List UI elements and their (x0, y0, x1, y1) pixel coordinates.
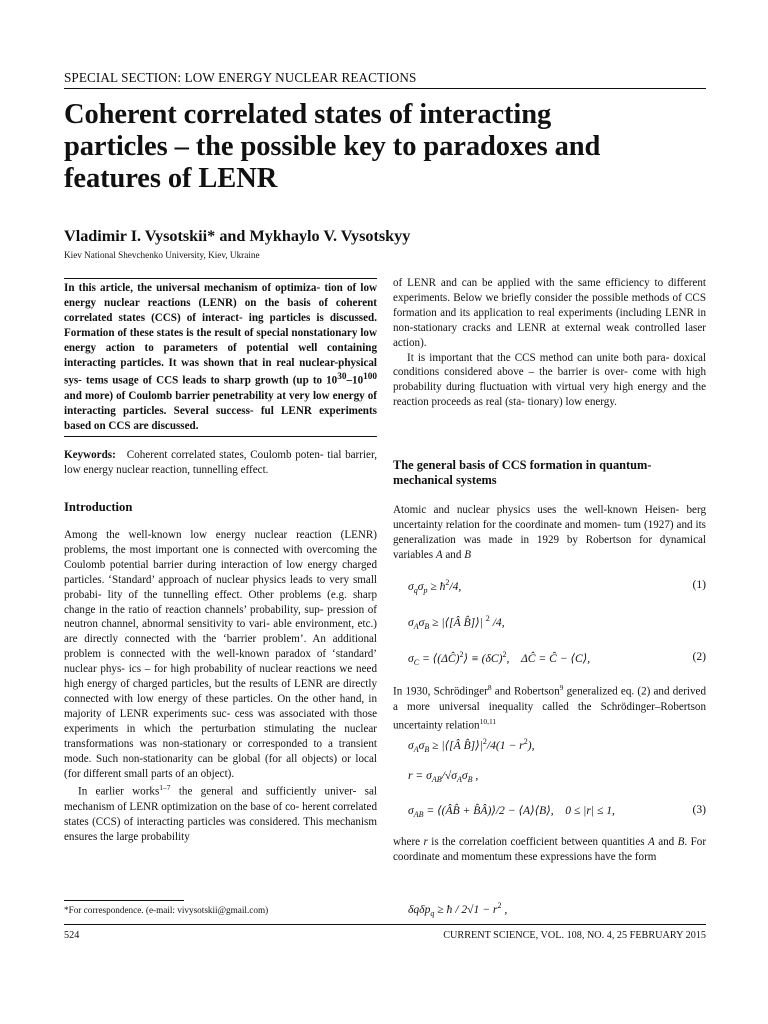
header-rule (64, 88, 706, 89)
equation-robertson: $\sigma_A\sigma_B$ ≥ |⟨[Â B̂]⟩| $^2$ /4, (408, 614, 505, 631)
schrodinger-robertson-paragraph: In 1930, Schrödinger$^8$ and Robertson$^9$ generalized eq. (2) and derived a more universal inequality called the Schrödinger–Robertson uncertainty relation$^{10,11}$ (393, 683, 707, 732)
abstract-top-rule (64, 278, 377, 279)
keywords-text: Coherent correlated states, Coulomb poten- tial barrier, low energy nuclear reaction, tunnelling effect. (64, 449, 377, 476)
equation-heisenberg: $\sigma_q\sigma_p$ ≥ $ħ^2/4$, (408, 578, 462, 595)
correlation-coefficient-paragraph: where r is the correlation coefficient between quantities A and B. For coordinate and momentum these expressions have the form (393, 836, 707, 863)
equation-correlation-coefficient: $r = \sigma_{AB}/√\sigma_A\sigma_B$ , (408, 769, 479, 784)
equation-schrodinger-robertson: $\sigma_A\sigma_B$ ≥ |⟨[Â $B̂]⟩|^2/4(1 - r^2)$, (408, 737, 535, 754)
title-line-3: features of LENR (64, 163, 278, 194)
abstract: In this article, the universal mechanism of optimiza- tion of low energy nuclear reactions (LENR) on the basis of coherent correlated states (CCS) of interact- ing particles is discussed. Formation of these states is the result of special nonstationary low energy action to parameters of potential well containing interacting particles. It was shown that in real nuclear-physical sys- tems usage of CCS leads to sharp growth (up to $10^{30}-10^{100}$ and more) of Coulomb barrier penetrability at very low energy of interacting particles. Several success- ful LENR experiments based on CCS are discussed. (64, 282, 377, 432)
keywords-label: Keywords: (64, 449, 116, 461)
ccs-section-heading: The general basis of CCS formation in quantum-mechanical systems (393, 458, 652, 487)
section-header: SPECIAL SECTION: LOW ENERGY NUCLEAR REACTIONS (64, 70, 417, 85)
introduction-heading: Introduction (64, 500, 133, 514)
author-list: Vladimir I. Vysotskii* and Mykhaylo V. Vysotskyy (64, 227, 411, 245)
page-number: 524 (64, 930, 80, 941)
footnote-rule (64, 900, 184, 901)
equation-coordinate-momentum: δqδp$_q$ ≥ ħ / $2√1 - r^2$ , (408, 901, 508, 918)
footer-rule (64, 924, 706, 925)
equation-number-3: (3) (692, 803, 706, 816)
introduction-body (64, 528, 377, 845)
equation-number-1: (1) (692, 578, 706, 591)
title-line-2: particles – the possible key to paradoxes and (64, 131, 601, 162)
title-line-1: Coherent correlated states of interacting (64, 99, 552, 130)
right-paragraph-1: of LENR and can be applied with the same efficiency to different experiments. Below we briefly consider the possible methods of CCS formation and its application to real experiments (including LENR in non-stationary cracks and LENR at external weak controlled laser action). (393, 277, 706, 349)
right-column-continuation (393, 276, 706, 410)
abstract-bottom-rule (64, 436, 377, 437)
intro-paragraph-2: In earlier works$^{1-7}$ the general and sufficiently univer- sal mechanism of LENR optimization on the base of co- herent correlated states (CCS) of interacting particles was considered. This mechanism ensures the large probability (64, 783, 377, 843)
equation-dispersion: $\sigma_C$ = ⟨(ΔĈ)$^2$⟩ ≡ $(\delta C)^2$, ΔĈ = Ĉ − ⟨C⟩, (408, 650, 591, 667)
equation-number-2: (2) (692, 650, 706, 663)
equation-covariance: $\sigma_{AB}$ = ⟨(ÂB̂ + B̂Â)⟩/2 − ⟨A⟩⟨B⟩, 0 ≤ |r| ≤ 1, (408, 804, 615, 819)
affiliation: Kiev National Shevchenko University, Kiev, Ukraine (64, 250, 260, 260)
article-title (64, 99, 704, 195)
keywords (64, 448, 377, 478)
ccs-intro-paragraph: Atomic and nuclear physics uses the well-known Heisen- berg uncertainty relation for the coordinate and momen- tum (1927) and its generalization was made in 1929 by Robertson for dynamical variables A and B (393, 504, 706, 561)
correspondence-footnote: *For correspondence. (e-mail: vivysotskii@gmail.com) (64, 905, 269, 915)
right-paragraph-2: It is important that the CCS method can unite both para- doxical conditions considered above – the barrier is over- come with high probability during fluctuation with virtual very high energy and the reaction proceeds as real (sta- tionary) low energy. (393, 351, 706, 409)
intro-paragraph-1: Among the well-known low energy nuclear reaction (LENR) problems, the most important one is connected with overcoming the Coulomb potential barrier during interaction of low energy charged particles. ‘Standard’ approach of nuclear physics leads to very small probabi- lity of the tunnelling effect. Other problems (e.g. sharp change in the ratio of reaction channels’ probability, sup- pression of neutron channel, abnormal sensitivity to vari- able environment, etc.) are directly connected with the ‘barrier problem’. An additional problem is connected with the well-known paradox of ‘standard’ nuclear phys- ics – for high probability of nuclear reactions we need high energy of charged particles, but the results of LENR are directly connected with low energy of these particles. On the other hand, in majority of LENR experiments suc- cess was associated with those experiments in which the perturbation stimulating the nuclear transformations was non-stationary or corresponded to a transient mode. Such non-stationarity can be global (for all objects) or local (for different small parts of an object). (64, 529, 377, 780)
journal-citation: CURRENT SCIENCE, VOL. 108, NO. 4, 25 FEBRUARY 2015 (443, 930, 706, 941)
